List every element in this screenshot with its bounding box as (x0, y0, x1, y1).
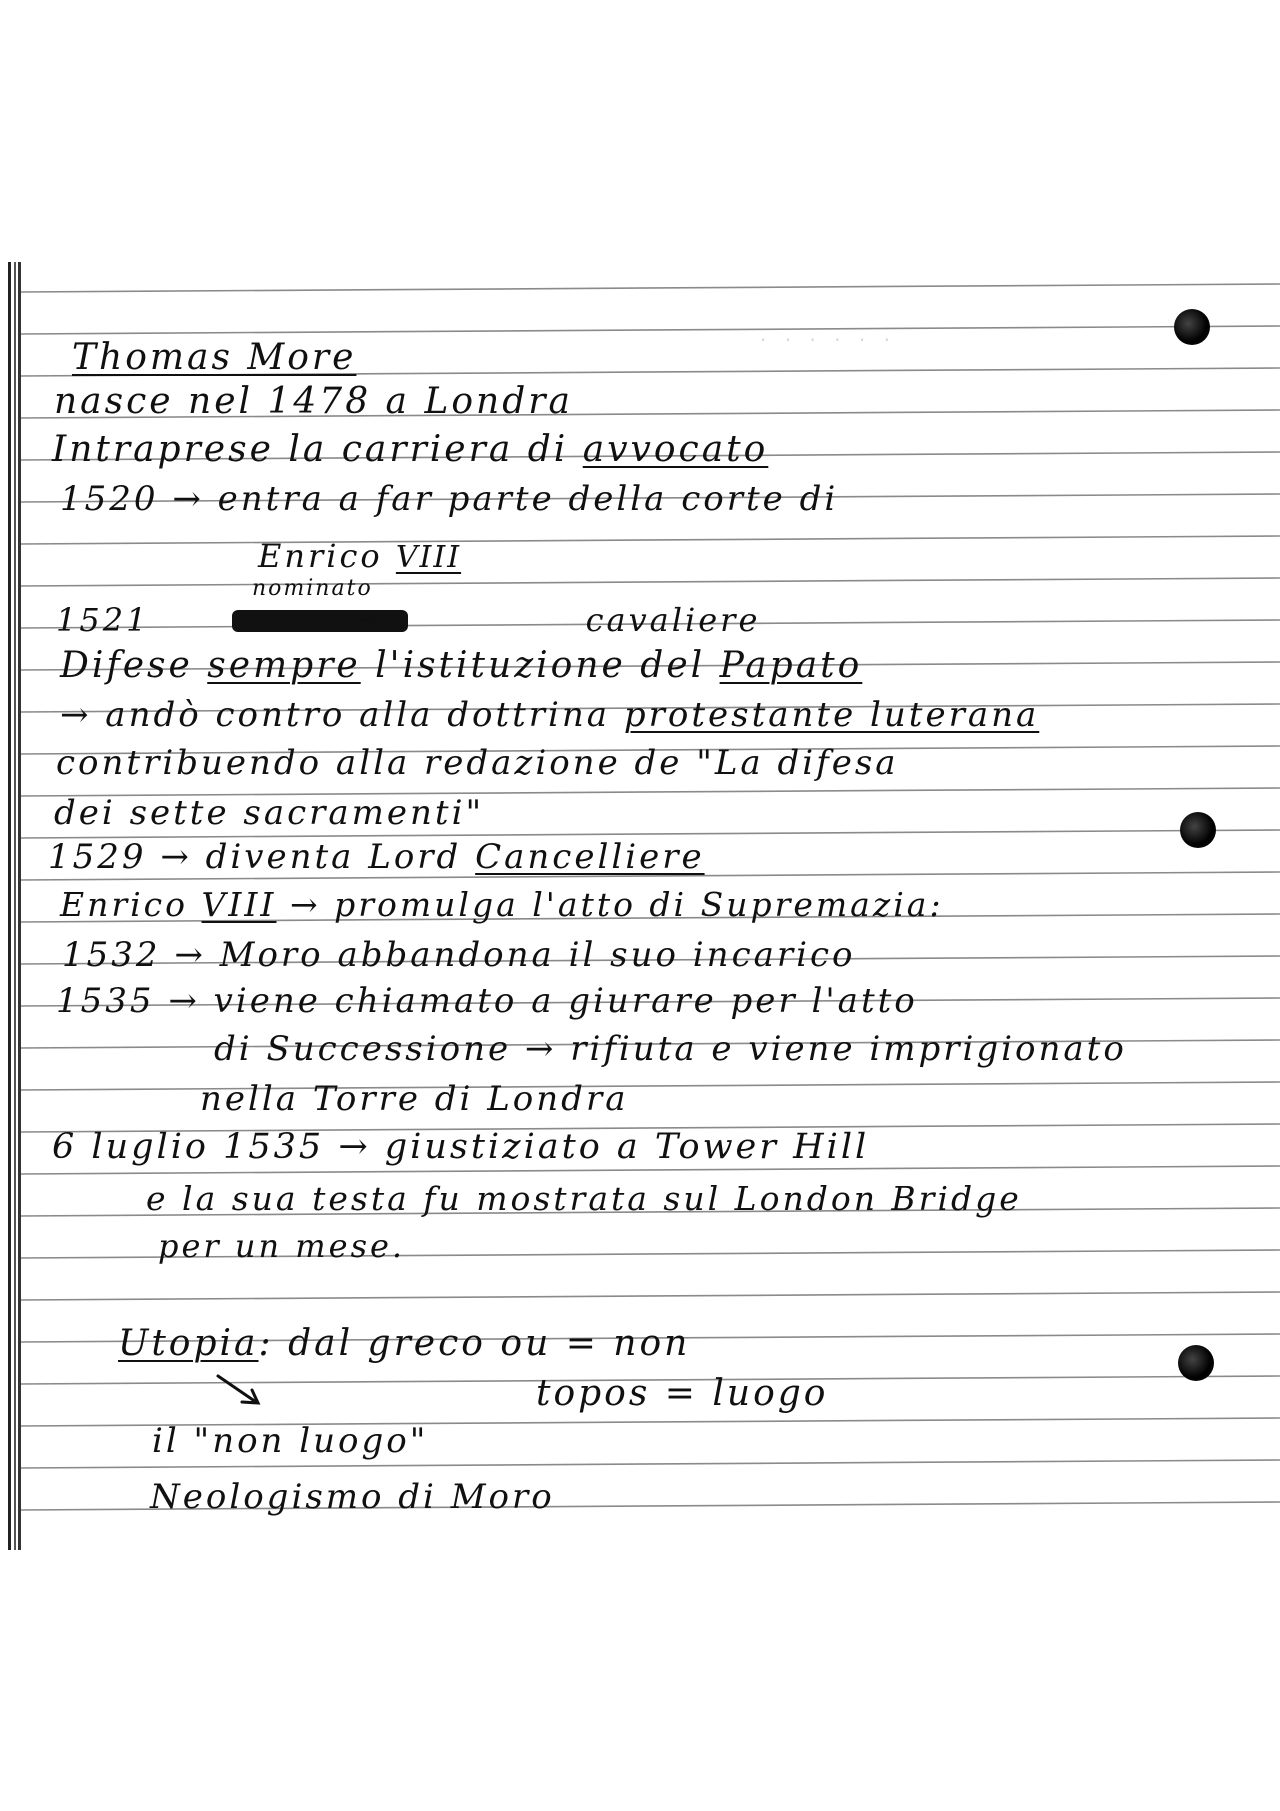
bleed-through-marks: · · · · · · (760, 328, 896, 352)
note-text: → promulga l'atto di Supremazia: (276, 885, 944, 924)
note-line: nella Torre di Londra (200, 1079, 629, 1119)
note-text: → andò contro alla dottrina (60, 695, 624, 735)
note-line: 1532 → Moro abbandona il suo incarico (62, 935, 856, 975)
note-line: per un mese. (158, 1227, 406, 1265)
note-underlined: VIII (201, 885, 277, 924)
note-text: l'istituzione del (360, 645, 720, 686)
note-underlined: Papato (719, 645, 863, 686)
note-text: Enrico (60, 885, 202, 924)
note-text: : dal greco ou = non (258, 1323, 691, 1364)
note-line: 1521 → cavaliere (56, 601, 761, 639)
note-underlined: Utopia (118, 1323, 259, 1364)
note-text: Intraprese la carriera di (52, 429, 583, 470)
punch-hole-top (1174, 309, 1210, 345)
note-line: e la sua testa fu mostrata sul London Bridge (146, 1179, 1022, 1218)
note-correction: nominato (252, 576, 373, 601)
note-text: Enrico (258, 537, 396, 575)
note-underlined: sempre (207, 645, 361, 686)
arrow-down-right-icon (212, 1370, 268, 1410)
note-line: nasce nel 1478 a Londra (54, 381, 573, 422)
punch-hole-bottom (1178, 1345, 1214, 1381)
note-line (52, 429, 769, 470)
note-line: 1535 → viene chiamato a giurare per l'atto (56, 981, 918, 1021)
note-line (60, 645, 863, 686)
notebook-binding-edge (8, 262, 22, 1550)
note-line: 1520 → entra a far parte della corte di (60, 479, 839, 519)
note-text: Difese (60, 645, 208, 686)
note-line (48, 837, 705, 877)
note-text: 1529 → diventa Lord (48, 837, 476, 877)
note-line: dei sette sacramenti" (54, 793, 485, 833)
note-line: 6 luglio 1535 → giustiziato a Tower Hill (52, 1127, 870, 1167)
note-underlined: VIII (395, 540, 462, 575)
note-line: Neologismo di Moro (150, 1477, 555, 1517)
page-title: Thomas More (72, 337, 357, 378)
punch-hole-middle (1180, 812, 1216, 848)
note-line (118, 1323, 691, 1364)
note-line: il "non luogo" (152, 1421, 429, 1461)
note-underlined: Cancelliere (475, 837, 705, 877)
note-underlined: avvocato (582, 429, 769, 470)
note-line (60, 695, 1040, 735)
note-underlined: protestante luterana (623, 695, 1040, 735)
note-line: di Successione → rifiuta e viene imprigionato (214, 1029, 1127, 1069)
note-line (258, 537, 462, 575)
note-line (60, 885, 944, 924)
note-line: contribuendo alla redazione de "La difesa (56, 743, 899, 783)
note-line: topos = luogo (536, 1373, 829, 1414)
